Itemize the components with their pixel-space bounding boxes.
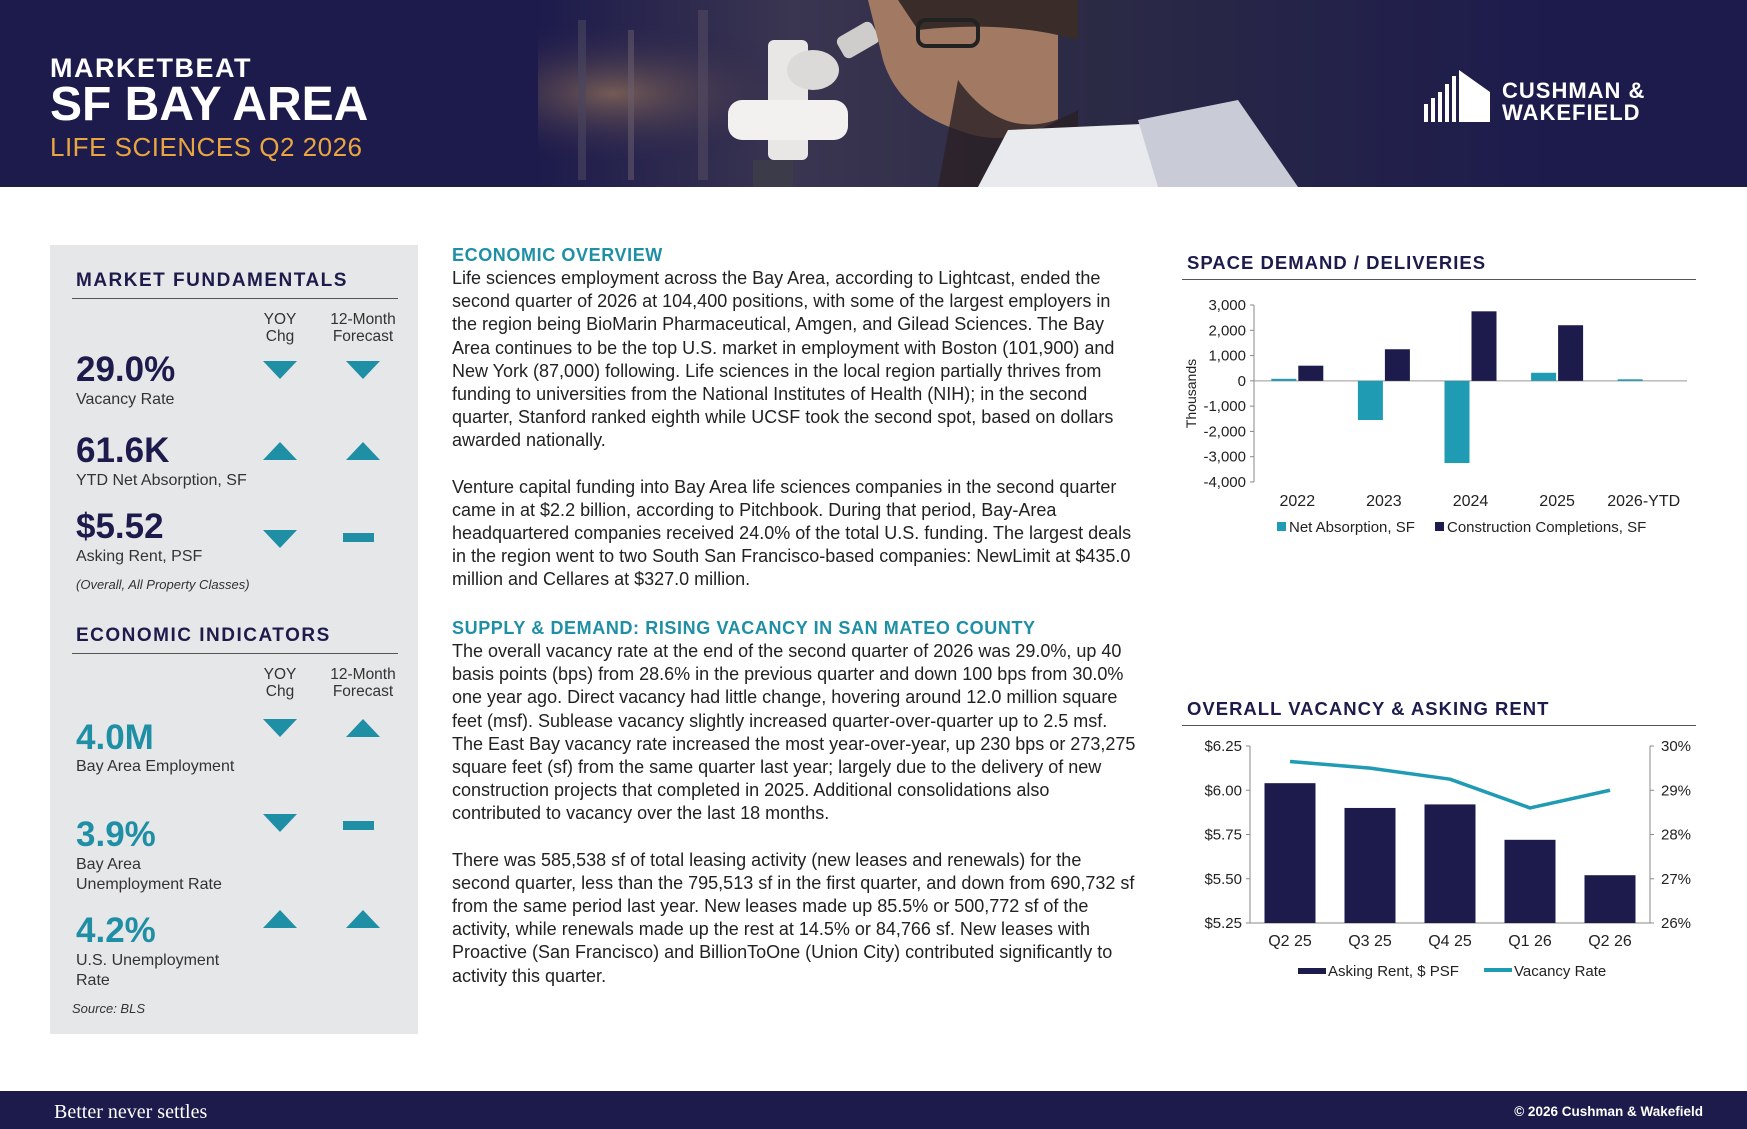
economic-overview-paragraph-2: Venture capital funding into Bay Area life sciences companies in the second quarter came in at $2.2 billion, according to Pitchbook. During that period, Bay-Area headquartered companies received 24.0% of the total U.S. funding. The largest deals in the region went to two South San Francisco-based companies: NewLimit at $435.0 million and Cellares at $327.0 million. [452, 476, 1132, 590]
us-unemployment-label [76, 951, 219, 991]
supply-demand-section [452, 616, 1137, 988]
company-name [1502, 80, 1645, 124]
bar-net-absorption [1618, 379, 1643, 381]
report-subtitle: LIFE SCIENCES Q2 2026 [50, 132, 363, 162]
yoy-header-line2: Chg [265, 328, 295, 345]
bar-construction-completions [1385, 349, 1410, 381]
bay-unemployment-label [76, 855, 222, 895]
asking-rent-value: $5.52 [76, 507, 164, 546]
employment-label-line1: Bay Area Employment [76, 758, 235, 775]
forecast-header-line2: Forecast [332, 328, 394, 345]
economic-overview-heading: ECONOMIC OVERVIEW [452, 245, 663, 265]
yoy-header-line1: YOY [263, 311, 297, 328]
report-title-block [50, 54, 368, 164]
buildings-logo-icon [1424, 70, 1494, 122]
up-arrow-icon [346, 719, 380, 737]
vacancy-rate-label: Vacancy Rate [76, 391, 175, 408]
x-tick-label: 2025 [1539, 493, 1575, 510]
x-tick-label: 2026-YTD [1607, 493, 1681, 510]
x-tick-label: 2022 [1279, 493, 1316, 510]
flat-dash-icon [343, 821, 374, 830]
bar-asking-rent [1425, 804, 1476, 923]
employment-label [76, 757, 234, 777]
up-arrow-icon [263, 442, 297, 460]
down-arrow-icon [263, 814, 297, 832]
space-demand-chart-title: SPACE DEMAND / DELIVERIES [1187, 252, 1487, 273]
y2-tick-label: 30% [1661, 738, 1692, 755]
forecast-header-line2: Forecast [332, 683, 394, 700]
supply-demand-heading: SUPPLY & DEMAND: RISING VACANCY IN SAN MATEO COUNTY [452, 618, 1036, 638]
legend-label-net-absorption: Net Absorption, SF [1289, 519, 1415, 536]
x-tick-label: Q4 25 [1428, 933, 1472, 950]
y-tick-label: -4,000 [1203, 474, 1246, 491]
company-logo [1424, 70, 1646, 127]
divider [72, 298, 398, 299]
y-tick-label: -3,000 [1203, 448, 1246, 466]
market-fundamentals-title: MARKET FUNDAMENTALS [76, 270, 348, 291]
down-arrow-icon [346, 361, 380, 379]
forecast-column-header [323, 666, 403, 700]
divider [72, 653, 398, 654]
y-tick-label: $5.25 [1204, 915, 1242, 932]
y-tick-label: $6.25 [1204, 738, 1242, 755]
down-arrow-icon [263, 530, 297, 548]
up-arrow-icon [346, 442, 380, 460]
y-tick-label: 3,000 [1208, 297, 1246, 314]
x-tick-label: 2023 [1366, 493, 1402, 510]
bay-unemployment-value: 3.9% [76, 815, 156, 854]
bay-unemployment-label-line1: Bay Area [76, 856, 141, 873]
economic-overview-paragraph-1: Life sciences employment across the Bay Area, according to Lightcast, ended the second quarter of 2026 at 104,400 positions, with some of the largest employers in the region being BioMarin Pharmaceutical, Amgen, and Gilead Sciences. The Bay Area continues to be the top U.S. market in employment with Boston (101,900) and New York (87,000) following. Life sciences in the local region partially thrives from funding to universities from the National Institutes of Health (NIH); in the second quarter, Stanford ranked eighth while UCSF took the second spot, based on dollars awarded nationally. [452, 268, 1115, 451]
up-arrow-icon [263, 910, 297, 928]
y-tick-label: 2,000 [1208, 322, 1246, 340]
us-unemployment-label-line2: Rate [76, 972, 110, 989]
vacancy-rate-value: 29.0% [76, 350, 176, 389]
down-arrow-icon [263, 719, 297, 737]
y-tick-label: $5.50 [1204, 870, 1242, 888]
bar-asking-rent [1505, 840, 1556, 923]
bar-net-absorption [1445, 381, 1470, 463]
us-unemployment-label-line1: U.S. Unemployment [76, 952, 220, 969]
legend-label-construction-completions: Construction Completions, SF [1447, 519, 1647, 536]
y2-tick-label: 29% [1661, 782, 1692, 800]
us-unemployment-value: 4.2% [76, 911, 156, 950]
space-demand-chart [1182, 288, 1696, 558]
bar-construction-completions [1558, 325, 1583, 381]
page-footer [0, 1091, 1747, 1129]
bar-asking-rent [1265, 783, 1316, 923]
company-name-line1: CUSHMAN & [1502, 78, 1646, 103]
legend-swatch-vacancy-rate [1484, 968, 1512, 972]
forecast-header-line1: 12-Month [330, 311, 396, 328]
bar-asking-rent [1585, 875, 1636, 923]
y-tick-label: 1,000 [1208, 347, 1246, 365]
legend-label-asking-rent: Asking Rent, $ PSF [1328, 963, 1459, 980]
down-arrow-icon [263, 361, 297, 379]
y-tick-label: $6.00 [1204, 782, 1242, 800]
bar-construction-completions [1472, 311, 1497, 381]
vacancy-rate-line [1290, 761, 1610, 807]
y-tick-label: 0 [1237, 372, 1246, 390]
bar-asking-rent [1345, 808, 1396, 923]
divider [1182, 725, 1696, 726]
x-tick-label: Q2 25 [1268, 933, 1312, 950]
brand-tagline: Better never settles [54, 1101, 208, 1123]
vacancy-rent-chart [1182, 732, 1696, 992]
bar-net-absorption [1271, 379, 1296, 381]
x-tick-label: Q2 26 [1588, 933, 1632, 950]
market-name: SF BAY AREA [50, 78, 369, 131]
y-axis-label: Thousands [1183, 358, 1199, 429]
copyright-notice: © 2026 Cushman & Wakefield [1514, 1104, 1703, 1119]
y-tick-label: -2,000 [1203, 423, 1246, 441]
fundamentals-panel [50, 245, 418, 1034]
bar-construction-completions [1298, 366, 1323, 381]
hero-photo [538, 0, 1548, 187]
divider [1182, 279, 1696, 280]
employment-value: 4.0M [76, 718, 154, 757]
economic-indicators-title: ECONOMIC INDICATORS [76, 625, 331, 646]
x-tick-label: Q1 26 [1508, 933, 1552, 950]
bay-unemployment-label-line2: Unemployment Rate [76, 876, 222, 893]
report-header [0, 0, 1747, 187]
yoy-header-line1: YOY [263, 666, 297, 683]
vacancy-rent-chart-title: OVERALL VACANCY & ASKING RENT [1187, 698, 1550, 719]
net-absorption-value: 61.6K [76, 431, 170, 470]
x-tick-label: Q3 25 [1348, 933, 1392, 950]
supply-demand-paragraph-1: The overall vacancy rate at the end of the second quarter of 2026 was 29.0%, up 40 basis points (bps) from 28.6% in the previous quarter and down 100 bps from 30.0% one year ago. Direct vacancy had little change, hovering around 12.0 million square feet (msf). Sublease vacancy slightly increased quarter-over-quarter up to 2.5 msf. The East Bay vacancy rate increased the most year-over-year, up 230 bps or 273,275 square feet (sf) from the same quarter last year; largely due to the delivery of new construction projects that completed in 2025. Additional consolidations also contributed to vacancy over the last 18 months. [452, 641, 1136, 824]
legend-label-vacancy-rate: Vacancy Rate [1514, 963, 1607, 980]
yoy-column-header [240, 311, 320, 345]
legend-swatch-asking-rent [1298, 968, 1326, 974]
bar-net-absorption [1531, 373, 1556, 381]
supply-demand-paragraph-2: There was 585,538 sf of total leasing activity (new leases and renewals) for the second quarter, less than the 795,513 sf in the first quarter, and down from 690,732 sf from the same period last year. New leases made up 85.5% or 500,772 sf of the activity, while renewals made up the rest at 14.5% or 84,766 sf. New leases with Proactive (San Francisco) and BillionToOne (Union City) contributed significantly to activity this quarter. [452, 849, 1135, 986]
y-tick-label: -1,000 [1203, 398, 1246, 416]
flat-dash-icon [343, 533, 374, 542]
forecast-header-line1: 12-Month [330, 666, 396, 683]
forecast-column-header [323, 311, 403, 345]
x-tick-label: 2024 [1452, 493, 1489, 510]
property-class-note: (Overall, All Property Classes) [76, 577, 250, 592]
report-kicker: MARKETBEAT [50, 53, 252, 83]
yoy-header-line2: Chg [265, 683, 295, 700]
y2-tick-label: 28% [1661, 826, 1692, 844]
bar-net-absorption [1358, 381, 1383, 420]
company-name-line2: WAKEFIELD [1502, 100, 1641, 125]
legend-swatch-net-absorption [1277, 522, 1286, 531]
yoy-column-header [240, 666, 320, 700]
economic-overview-section [452, 243, 1137, 592]
legend-swatch-construction-completions [1435, 522, 1444, 531]
y2-tick-label: 26% [1661, 915, 1692, 932]
net-absorption-label: YTD Net Absorption, SF [76, 472, 247, 489]
asking-rent-label: Asking Rent, PSF [76, 548, 203, 565]
y-tick-label: $5.75 [1204, 826, 1242, 844]
up-arrow-icon [346, 910, 380, 928]
source-note: Source: BLS [72, 1001, 145, 1016]
y2-tick-label: 27% [1661, 870, 1692, 888]
